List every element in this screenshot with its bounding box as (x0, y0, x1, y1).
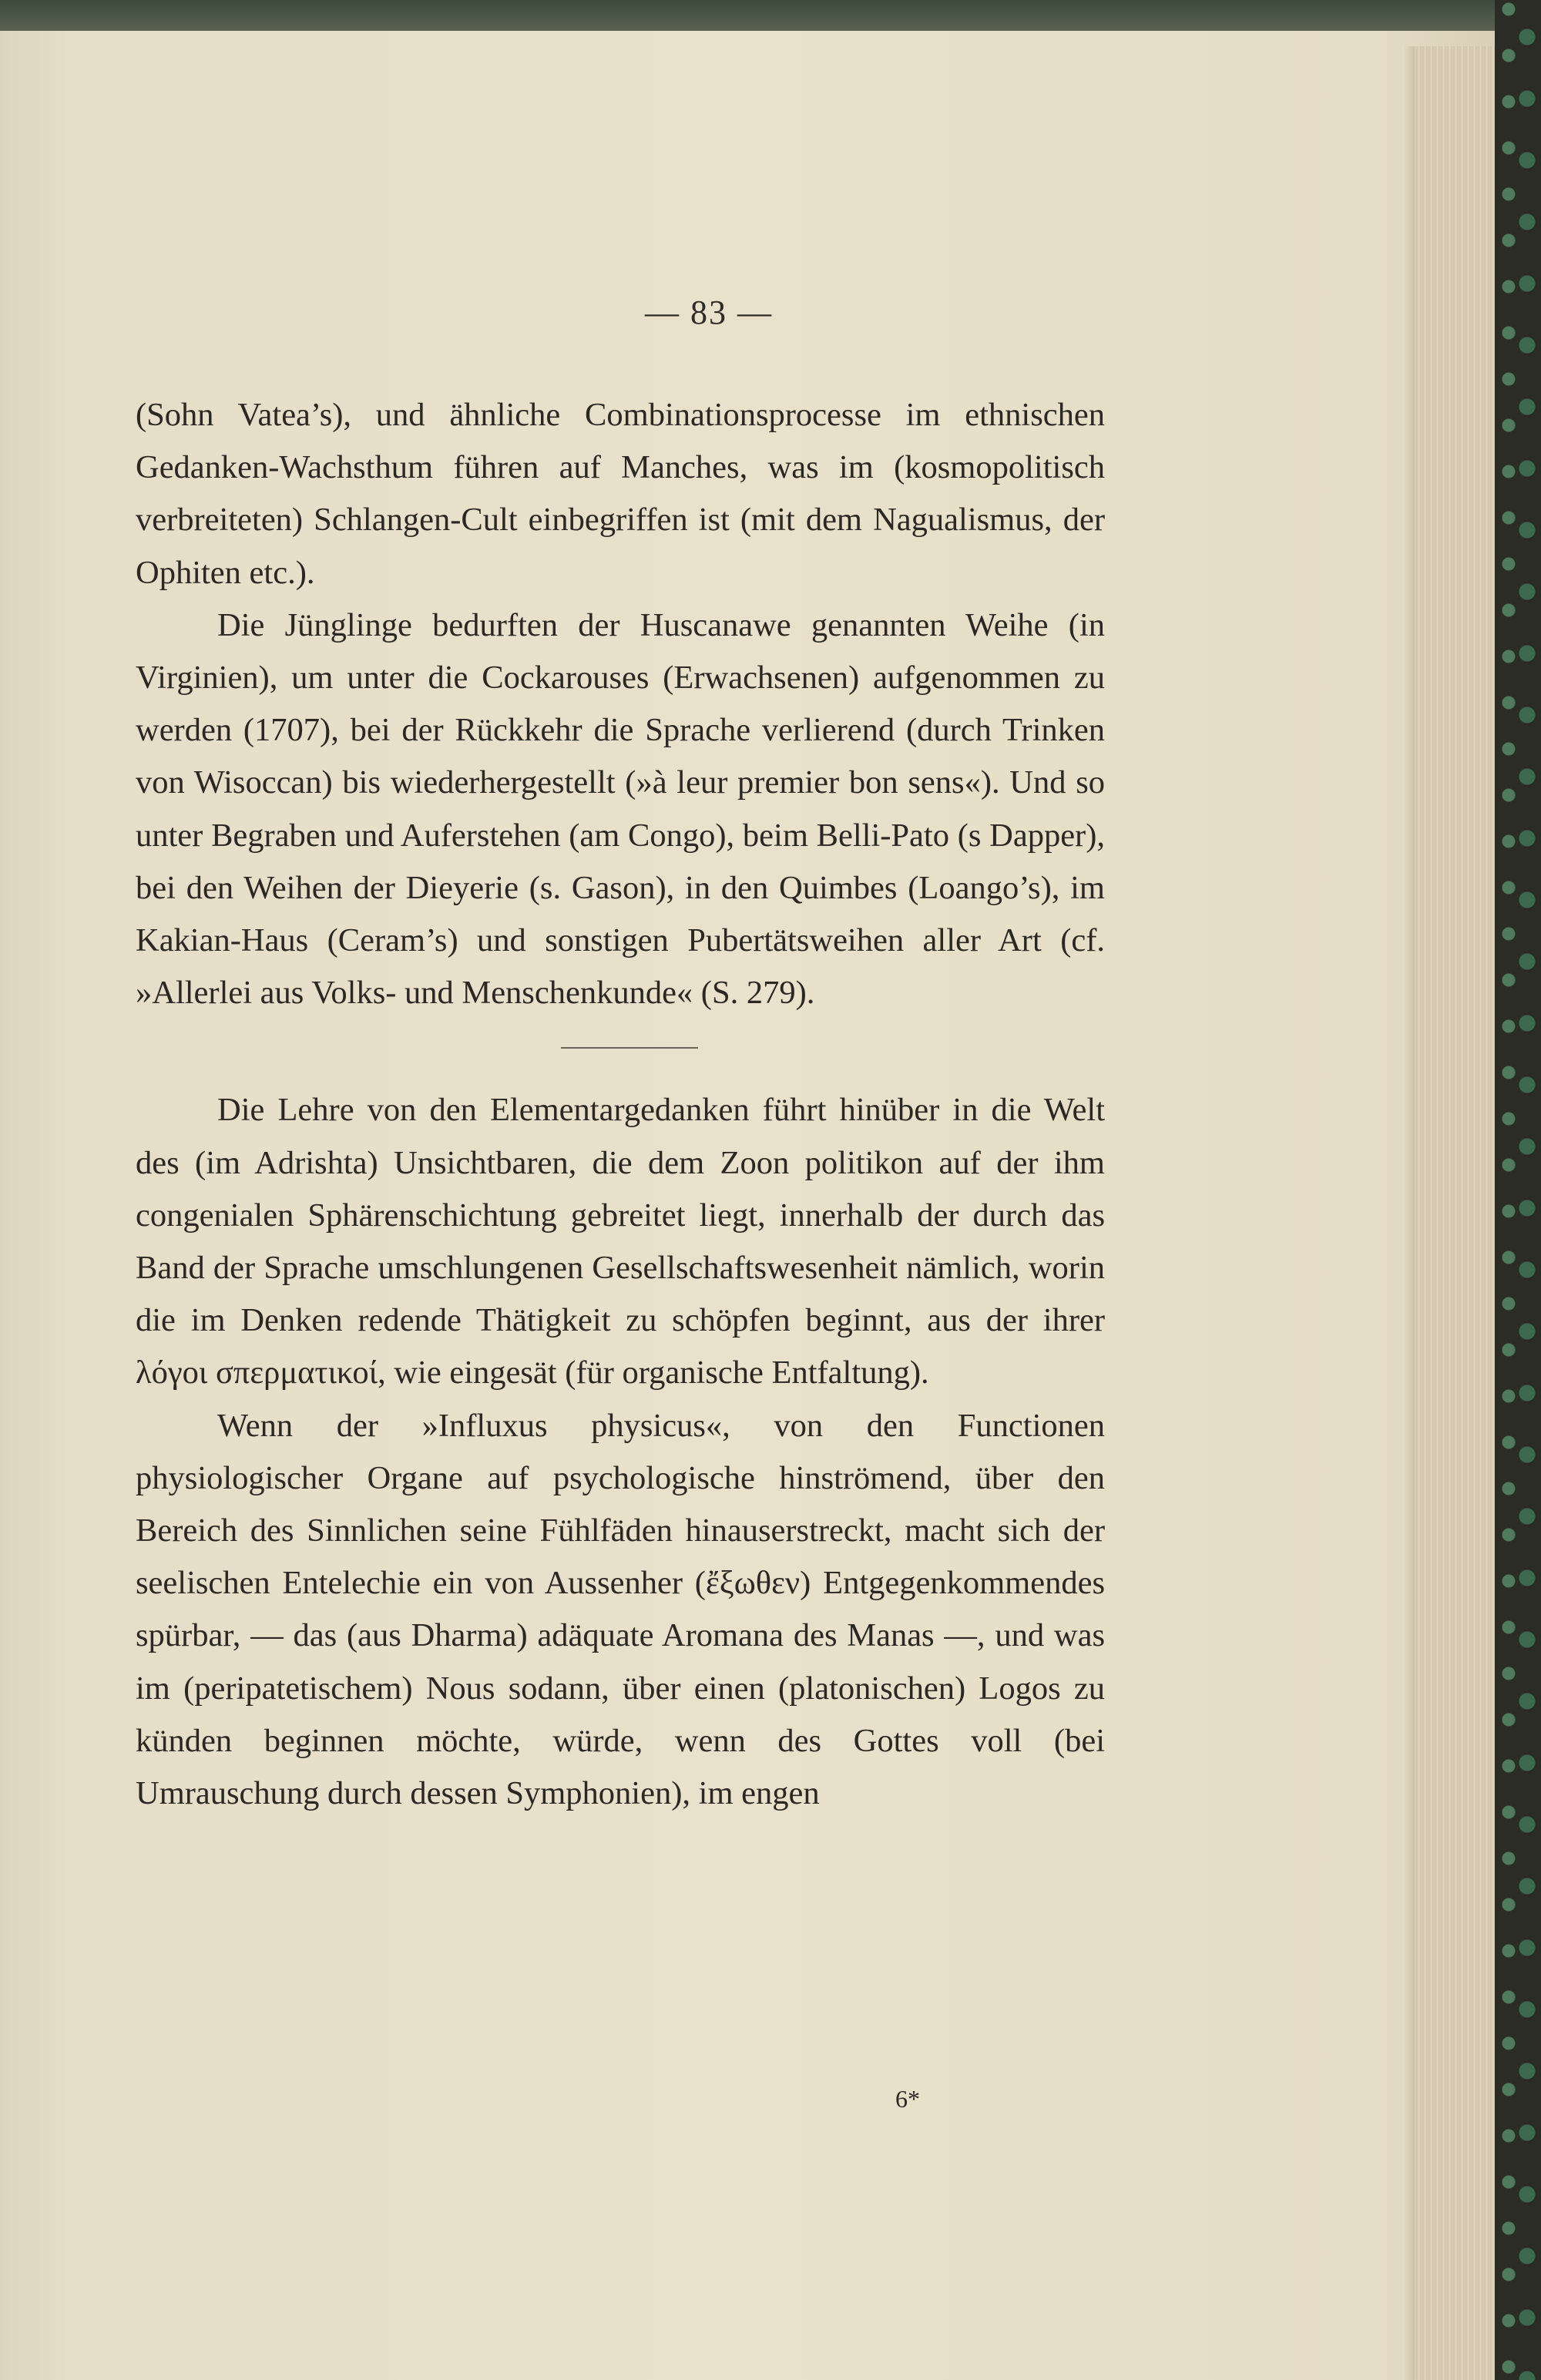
signature-mark: 6* (895, 2085, 920, 2113)
paragraph-2: Die Jünglinge bedurften der Huscanawe genannten Weihe (in Virginien), um unter die Cockarouses (Erwachsenen) aufgenommen zu werden (1707), bei der Rückkehr die Sprache verlierend (durch Trinken von Wisoccan) bis wiederhergestellt (»à leur premier bon sens«). Und so unter Begraben und Auferstehen (am Congo), beim Belli-Pato (s Dapper), bei den Weihen der Dieyerie (s. Gason), in den Quimbes (Loango’s), im Kakian-Haus (Ceram’s) und sonstigen Pubertätsweihen aller Art (cf. »Allerlei aus Volks- und Menschenkunde« (S. 279). (136, 606, 1105, 1012)
page-stack-edges (1415, 46, 1495, 2380)
marbled-cover-edge (1495, 0, 1541, 2380)
page-gutter-shadow (1402, 46, 1415, 2380)
paragraph-1: (Sohn Vatea’s), und ähnliche Combinationsprocesse im ethnischen Gedanken-Wachsthum führen auf Manches, was im (kosmopolitisch verbreiteten) Schlangen-Cult einbegriffen ist (mit dem Nagualismus, der Ophiten etc.). (136, 397, 1105, 591)
section-divider (561, 1047, 698, 1049)
paragraph-3: Die Lehre von den Elementargedanken führt hinüber in die Welt des (im Adrishta) Unsichtbaren, die dem Zoon politikon auf der ihm congenialen Sphärenschichtung gebreitet liegt, innerhalb der durch das Band der Sprache umschlungenen Gesellschaftswesenheit nämlich, worin die im Denken redende Thätigkeit zu schöpfen beginnt, aus der ihrer λόγοι σπερματικοί, wie eingesät (für organische Entfaltung). (136, 1092, 1105, 1391)
body-text (136, 389, 1105, 1820)
page-number: — 83 — (645, 294, 773, 331)
paragraph-4: Wenn der »Influxus physicus«, von den Functionen physiologischer Organe auf psychologische hinströmend, über den Bereich des Sinnlichen seine Fühlfäden hinauserstreckt, macht sich der seelischen Entelechie ein von Aussenher (ἔξωθεν) Entgegenkommendes spürbar, — das (aus Dharma) adäquate Aromana des Manas —, und was im (peripatetischem) Nous sodann, über einen (platonischen) Logos zu künden beginnen möchte, würde, wenn des Gottes voll (bei Umrauschung durch dessen Symphonien), im engen (136, 1407, 1105, 1812)
